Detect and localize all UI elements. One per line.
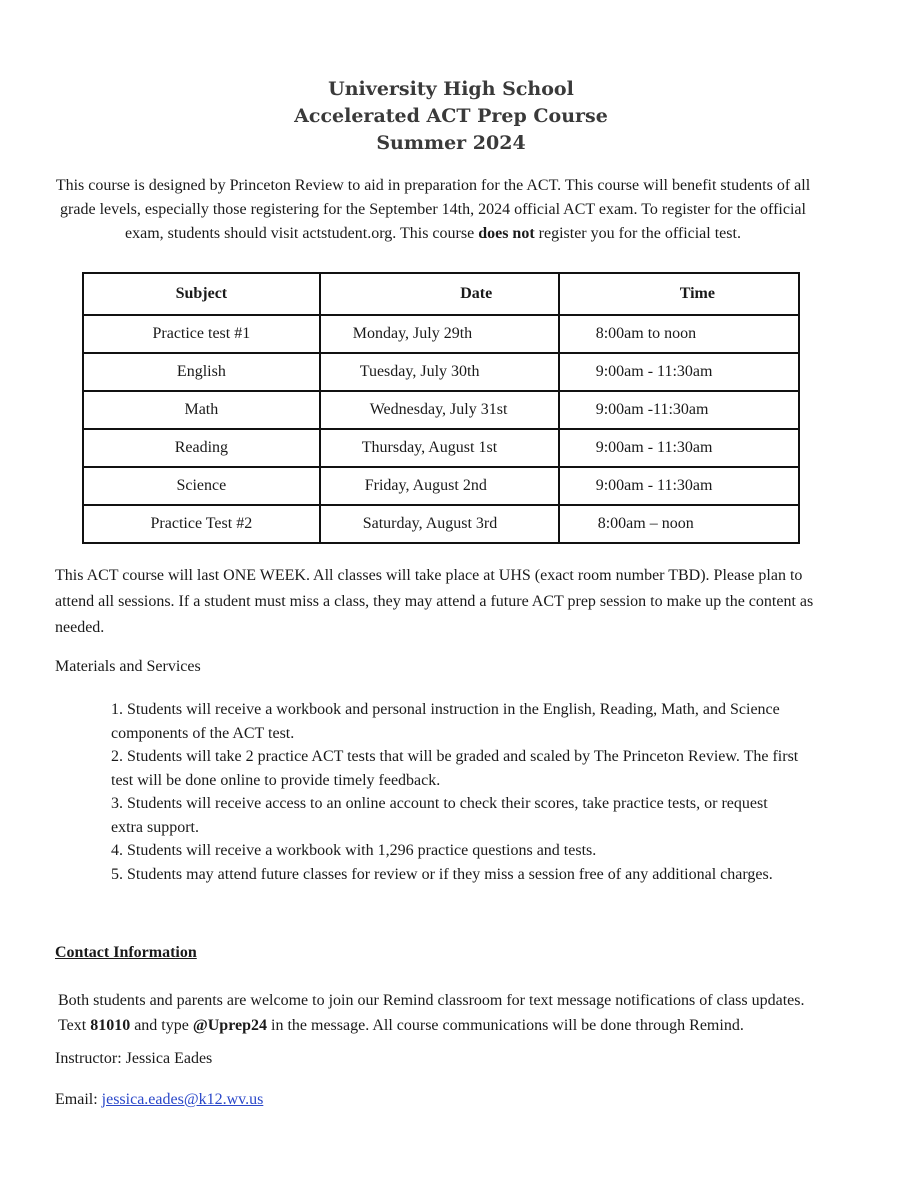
intro-text-end: register you for the official test. <box>534 225 741 242</box>
remind-mid-text: and type <box>130 1017 193 1034</box>
cell-time <box>559 505 799 543</box>
cell-date <box>320 391 559 429</box>
header-subject: Subject <box>83 273 320 315</box>
cell-time <box>559 429 799 467</box>
course-term: Summer 2024 <box>376 132 526 154</box>
cell-date <box>320 467 559 505</box>
table-row <box>83 467 799 505</box>
list-item: 2. Students will take 2 practice ACT tests that will be graded and scaled by The Princeton Review. The first test will be done online to provide timely feedback. <box>111 748 799 789</box>
cell-date-text: Friday, August 2nd <box>364 477 487 494</box>
remind-text-prefix: Text <box>58 1017 91 1034</box>
cell-date-text: Thursday, August 1st <box>361 439 498 456</box>
table-row <box>83 505 799 543</box>
cell-date-text: Saturday, August 3rd <box>362 515 498 532</box>
email-line <box>55 1087 845 1113</box>
cell-time-text: 9:00am - 11:30am <box>595 439 713 456</box>
header-date <box>320 273 559 315</box>
cell-time <box>559 353 799 391</box>
table-row <box>83 429 799 467</box>
cell-date-text: Wednesday, July 31st <box>369 401 508 418</box>
remind-line-1: Both students and parents are welcome to join our Remind classroom for text message notifications of class updates. <box>58 992 805 1009</box>
cell-date-text: Monday, July 29th <box>352 325 473 342</box>
intro-paragraph <box>40 174 826 246</box>
cell-time <box>559 315 799 353</box>
cell-date <box>320 505 559 543</box>
contact-title: Contact Information <box>55 944 197 961</box>
cell-subject: Science <box>83 467 320 505</box>
duration-paragraph: This ACT course will last ONE WEEK. All classes will take place at UHS (exact room number TBD). Please plan to attend all sessions. If a student must miss a class, they may attend a future ACT prep session to make up the content as needed. <box>55 567 814 636</box>
materials-list <box>111 698 801 886</box>
list-item: 1. Students will receive a workbook and personal instruction in the English, Reading, Math, and Science components of the ACT test. <box>111 701 780 742</box>
cell-time <box>559 391 799 429</box>
email-label: Email: <box>55 1091 102 1108</box>
instructor-line: Instructor: Jessica Eades <box>55 1050 213 1067</box>
cell-subject: Reading <box>83 429 320 467</box>
list-item: 5. Students may attend future classes for review or if they miss a session free of any additional charges. <box>111 865 773 883</box>
remind-line-2 <box>58 1013 878 1038</box>
list-item: 4. Students will receive a workbook with 1,296 practice questions and tests. <box>111 842 597 859</box>
intro-text-start: This course is designed by Princeton Review to aid in preparation for the ACT. This course will benefit students of all grade levels, especially those registering for the September 14th, 2024 official ACT exam. To register for the official exam, students should visit actstudent.org. This course <box>55 177 811 242</box>
cell-time-text: 8:00am – noon <box>597 515 694 532</box>
cell-time-text: 9:00am - 11:30am <box>595 363 713 380</box>
header-date-label: Date <box>460 285 493 302</box>
email-link[interactable]: jessica.eades@k12.wv.us <box>101 1091 264 1108</box>
remind-suffix: in the message. All course communications will be done through Remind. <box>267 1017 744 1034</box>
cell-date <box>320 315 559 353</box>
cell-time-text: 9:00am - 11:30am <box>595 477 713 494</box>
table-row <box>83 315 799 353</box>
cell-time-text: 9:00am -11:30am <box>595 401 709 418</box>
header-time-label: Time <box>679 285 715 302</box>
table-row <box>83 353 799 391</box>
header-time <box>559 273 799 315</box>
intro-bold-text: does not <box>478 225 535 242</box>
materials-title: Materials and Services <box>55 658 201 675</box>
school-name: University High School <box>328 78 574 100</box>
cell-time <box>559 467 799 505</box>
course-title: Accelerated ACT Prep Course <box>294 105 608 127</box>
cell-subject: Practice test #1 <box>83 315 320 353</box>
cell-subject: Math <box>83 391 320 429</box>
remind-number: 81010 <box>90 1017 131 1034</box>
cell-date <box>320 353 559 391</box>
cell-subject: Practice Test #2 <box>83 505 320 543</box>
remind-paragraph <box>58 988 878 1038</box>
cell-date <box>320 429 559 467</box>
list-item: 3. Students will receive access to an online account to check their scores, take practice tests, or request extra support. <box>111 795 768 836</box>
document-header <box>0 76 902 157</box>
cell-subject: English <box>83 353 320 391</box>
cell-date-text: Tuesday, July 30th <box>359 363 480 380</box>
table-row <box>83 391 799 429</box>
table-header-row <box>83 273 799 315</box>
remind-code: @Uprep24 <box>192 1017 268 1034</box>
cell-time-text: 8:00am to noon <box>595 325 697 342</box>
schedule-table <box>82 272 800 544</box>
